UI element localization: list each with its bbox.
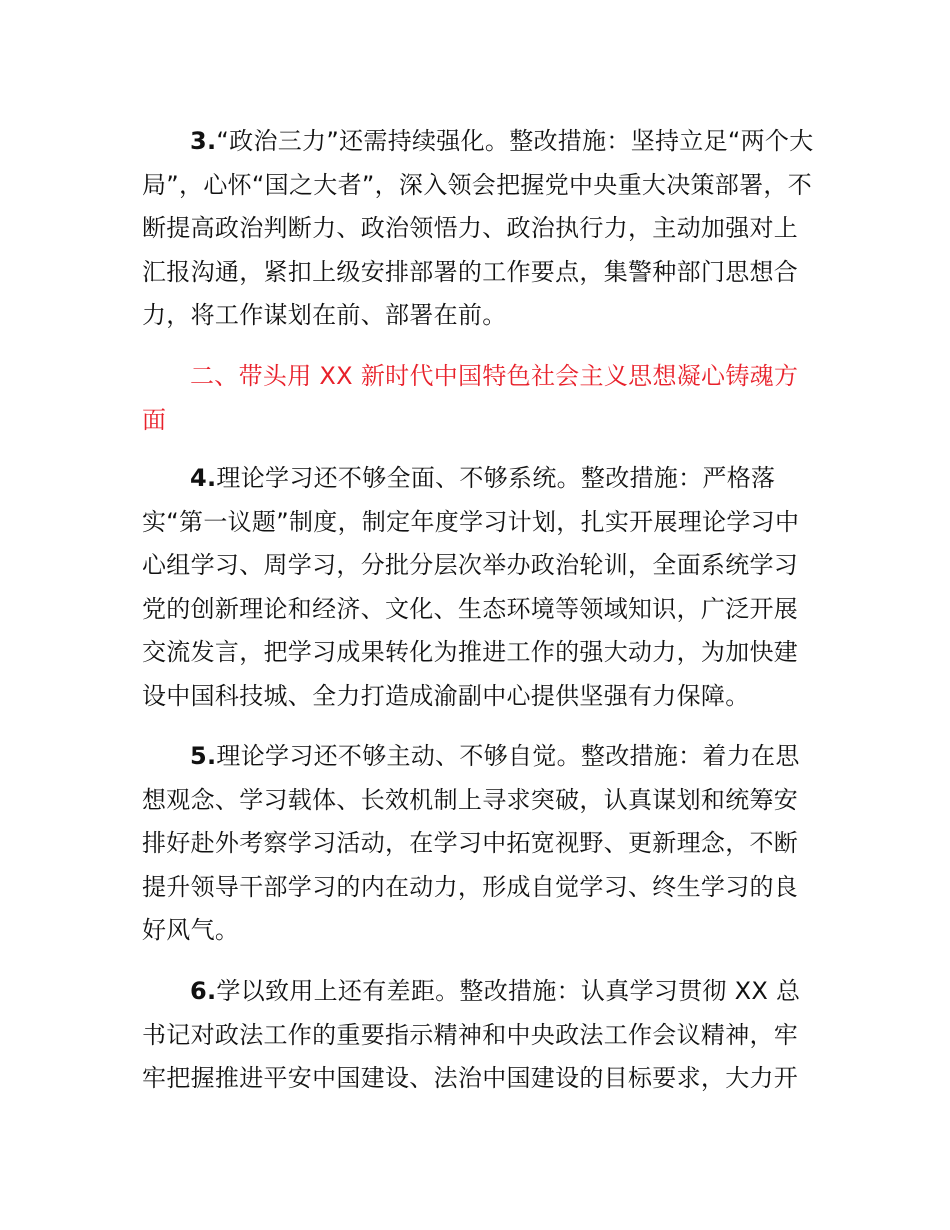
paragraph-text: 理论学习还不够主动、不够自觉。整改措施：着力在思想观念、学习载体、长效机制上寻求突破，认真谋划和统筹安排好赴外考察学习活动，在学习中拓宽视野、更新理念，不断提升领导干部学习的内在动力，形成自觉学习、终生学习的良好风气。 — [142, 742, 800, 944]
paragraph-5 — [142, 735, 822, 953]
item-number: 6. — [190, 977, 217, 1005]
item-number: 4. — [190, 464, 217, 492]
paragraph-text: 学以致用上还有差距。整改措施：认真学习贯彻 XX 总书记对政法工作的重要指示精神和中央政法工作会议精神，牢牢把握推进平安中国建设、法治中国建设的目标要求，大力开 — [142, 977, 801, 1092]
paragraph-text: “政治三力”还需持续强化。整改措施：坚持立足“两个大局”，心怀“国之大者”，深入领会把握党中央重大决策部署，不断提高政治判断力、政治领悟力、政治执行力，主动加强对上汇报沟通，紧扣上级安排部署的工作要点，集警种部门思想合力，将工作谋划在前、部署在前。 — [142, 127, 814, 329]
item-number: 3. — [190, 127, 217, 155]
section-heading — [142, 355, 822, 442]
paragraph-text: 理论学习还不够全面、不够系统。整改措施：严格落实“第一议题”制度，制定年度学习计划，扎实开展理论学习中心组学习、周学习，分批分层次举办政治轮训，全面系统学习党的创新理论和经济、文化、生态环境等领域知识，广泛开展交流发言，把学习成果转化为推进工作的强大动力，为加快建设中国科技城、全力打造成渝副中心提供坚强有力保障。 — [142, 464, 800, 710]
paragraph-3 — [142, 120, 822, 338]
paragraph-4 — [142, 457, 822, 718]
heading-text: 二、带头用 XX 新时代中国特色社会主义思想凝心铸魂方面 — [142, 362, 799, 434]
item-number: 5. — [190, 742, 217, 770]
paragraph-6 — [142, 970, 822, 1101]
